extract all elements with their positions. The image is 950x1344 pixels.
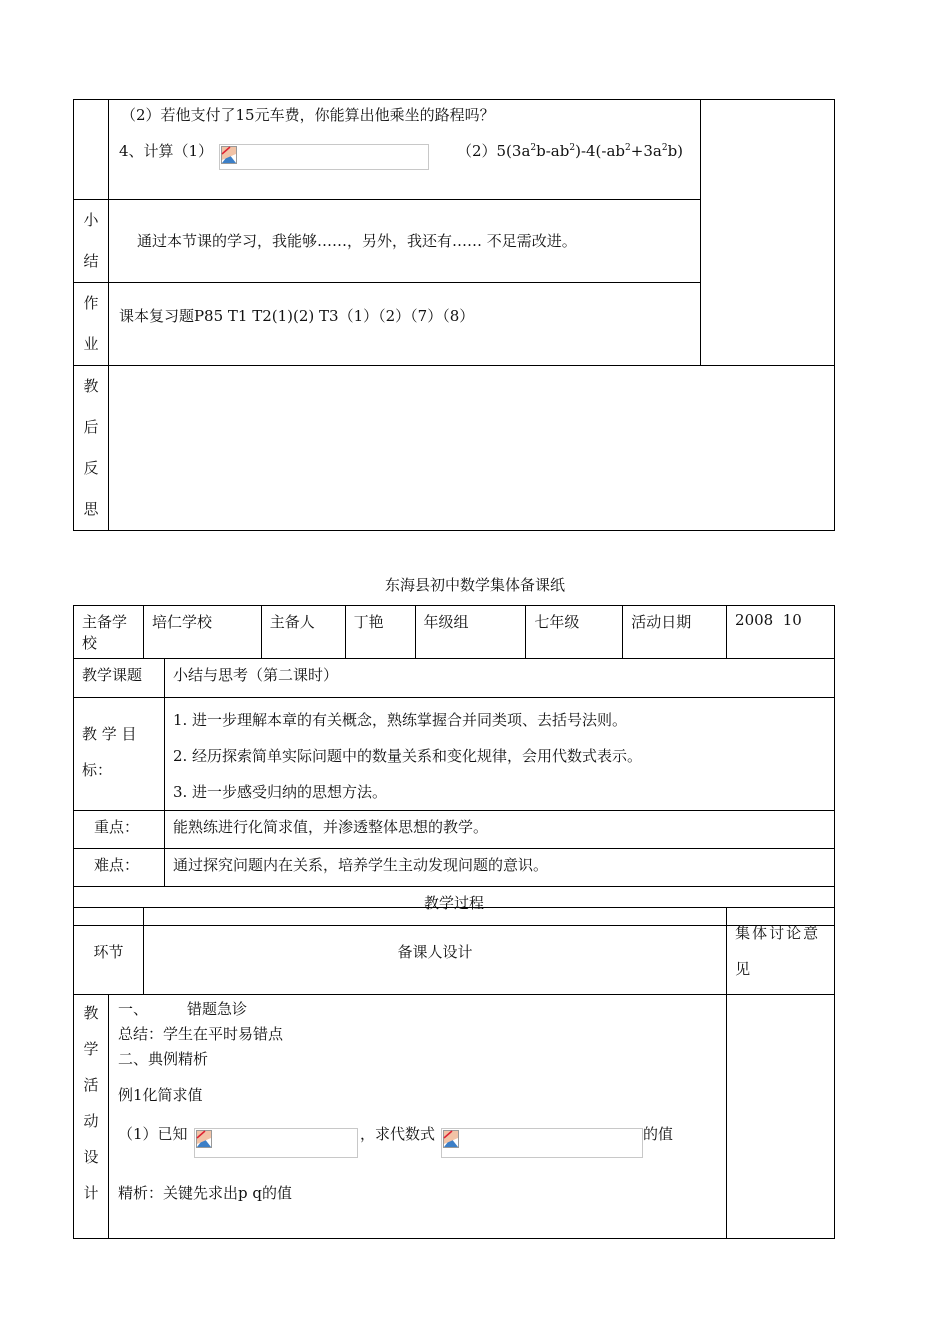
question-4-part2: $(2)5(3a^2b-ab^2)-4(-ab^2+3a^2b)$	[456, 142, 684, 160]
example-1-title: 例1化简求值	[117, 1086, 203, 1104]
grade-value-cell: 七年级	[526, 606, 623, 659]
analysis-text: 精析：关键先求出p q的值	[117, 1184, 292, 1202]
reflection-cell	[108, 366, 834, 531]
goal-item-2: 2. 经历探索简单实际问题中的数量关系和变化规律，会用代数式表示。	[172, 747, 643, 765]
exercise-cell	[108, 100, 700, 200]
difficulty-cell: 通过探究问题内在关系，培养学生主动发现问题的意识。	[164, 849, 834, 887]
broken-image-icon	[441, 1128, 643, 1158]
topic-label-cell: 教学课题	[74, 659, 165, 698]
section-2-title: 二、典例精析	[117, 1050, 208, 1068]
homework-label: 作 业	[74, 283, 109, 366]
grade-label-cell: 年级组	[415, 606, 526, 659]
right-empty-cell	[701, 100, 835, 366]
discussion-cell	[727, 995, 835, 1239]
example-1-value-suffix: 的值	[642, 1125, 673, 1143]
key-point-cell: 能熟练进行化简求值，并渗透整体思想的教学。	[164, 811, 834, 849]
example-1-expression-label: ，求代数式	[359, 1125, 435, 1143]
summary-label: 小 结	[74, 200, 109, 283]
formula-image-2	[194, 1128, 358, 1158]
summary-text: 通过本节课的学习，我能够……，另外，我还有…… 不足需改进。	[136, 232, 577, 250]
goals-cell	[164, 698, 834, 811]
discussion-header-cell: 集体讨论意 见	[727, 908, 835, 995]
date-label-cell: 活动日期	[623, 606, 727, 659]
step-header-cell: 环节	[74, 908, 144, 995]
formula-image-1	[219, 144, 429, 170]
reflection-label: 教 后 反 思	[74, 366, 109, 531]
broken-image-icon	[219, 144, 429, 170]
difficulty-label-cell: 难点：	[74, 849, 165, 887]
summary-cell	[108, 200, 700, 283]
section-1-title: 错题急诊	[186, 1000, 247, 1018]
goals-label-cell: 教 学 目 标：	[74, 698, 165, 811]
process-title-cell: 教学过程	[74, 887, 835, 926]
document-title: 东海县初中数学集体备课纸	[384, 576, 565, 594]
summary-mistakes: 总结：学生在平时易错点	[117, 1025, 283, 1043]
question-2-text: （2）若他支付了15元车费，你能算出他乘坐的路程吗？	[120, 106, 495, 124]
broken-image-icon	[194, 1128, 358, 1158]
goal-item-1: 1. 进一步理解本章的有关概念，熟练掌握合并同类项、去括号法则。	[172, 711, 628, 729]
section-1-number: 一、	[117, 1000, 148, 1018]
empty-label-cell	[74, 100, 109, 200]
formula-image-3	[441, 1128, 643, 1158]
homework-text: 课本复习题P85 T1 T2(1)(2) T3（1）（2）（7）（8）	[118, 307, 475, 325]
school-value-cell: 培仁学校	[143, 606, 261, 659]
activity-label: 教 学 活 动 设 计	[74, 995, 109, 1239]
homework-cell	[108, 283, 700, 366]
activity-design-cell	[108, 995, 726, 1239]
design-header-cell: 备课人设计	[143, 908, 726, 995]
example-1-given: （1）已知	[117, 1125, 188, 1143]
topic-value-cell: 小结与思考（第二课时）	[164, 659, 834, 698]
lesson-plan-table	[73, 605, 835, 926]
question-4-prefix: 4、计算（1）	[118, 142, 214, 160]
lesson-table-continuation	[73, 99, 835, 531]
teacher-value-cell: 丁艳	[345, 606, 415, 659]
teacher-label-cell: 主备人	[261, 606, 345, 659]
date-value-cell: 2008 10	[727, 606, 835, 659]
goal-item-3: 3. 进一步感受归纳的思想方法。	[172, 783, 388, 801]
process-table	[73, 907, 835, 1239]
school-label-cell: 主备学校	[74, 606, 144, 659]
key-point-label-cell: 重点：	[74, 811, 165, 849]
